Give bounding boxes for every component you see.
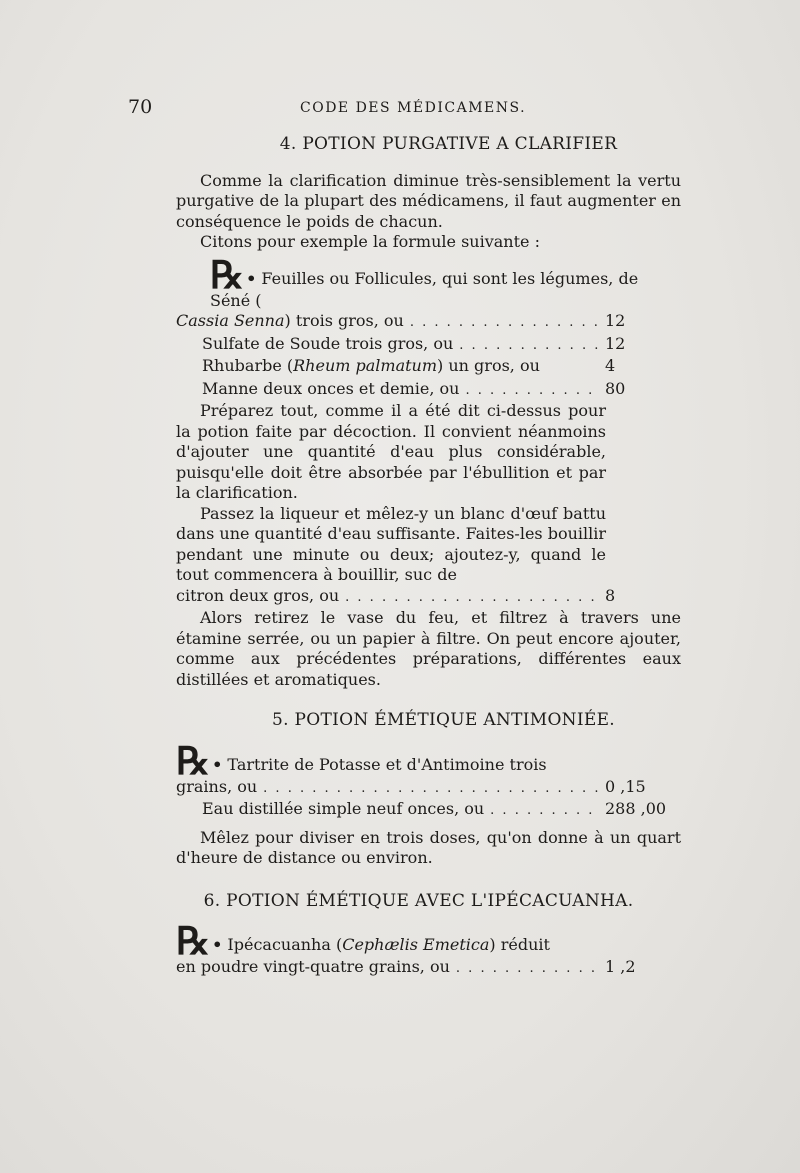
leader-dots (465, 381, 599, 402)
leader-dots (459, 336, 599, 357)
leader-dots (456, 959, 599, 980)
leader-dots (410, 313, 599, 334)
latin-name: Cephælis Emetica (342, 935, 490, 954)
ingredient-text-cont (176, 311, 404, 332)
ingredient-row (176, 799, 681, 822)
recipe-symbol-icon: ℞ (176, 740, 211, 783)
ingredient-text: Feuilles ou Follicules, qui sont les légumes, de Séné ( (210, 268, 639, 310)
ingredient-text: Eau distillée simple neuf onces, ou (202, 799, 485, 818)
ingredient-text: en poudre vingt-quatre grains, ou (176, 957, 450, 976)
ingredient-quantity: 12 (605, 333, 626, 353)
section-4-instructions (176, 401, 606, 586)
page-content (176, 134, 681, 980)
section-4-intro-2: Citons pour exemple la formule suivante : (200, 232, 540, 251)
rx-dot: • (212, 754, 223, 774)
ingredient-quantity: 4 (605, 356, 616, 375)
section-5-title: 5. POTION ÉMÉTIQUE ANTIMONIÉE. (272, 710, 615, 730)
leader-dots (263, 779, 599, 800)
ingredient-text: ) un gros, ou (437, 356, 540, 375)
rx-dot: • (246, 268, 257, 288)
section-4-intro: Comme la clarification diminue très-sensiblement la vertu purgative de la plupart des médicamens, il faut augmenter en conséquence le poids de chacun. (176, 170, 681, 231)
rx-dot: • (212, 935, 223, 954)
ingredient-quantity: 8 (605, 585, 616, 605)
ingredient-quantity: 288 ,00 (605, 799, 667, 818)
ingredient-text: Manne deux onces et demie, ou (202, 378, 460, 398)
ingredient-text: Rhubarbe ( (202, 356, 294, 375)
instruction-paragraph: Passez la liqueur et mêlez-y un blanc d'œuf battu dans une quantité d'eau suffisante. Faites-les bouillir pendant une minute ou deux; ajoutez-y, quand le tout commencera à bouillir, suc de (176, 503, 606, 584)
ingredient-quantity: 0 ,15 (605, 776, 646, 796)
section-4-formula (176, 254, 681, 402)
running-title: CODE DES MÉDICAMENS. (300, 100, 527, 116)
ingredient-text: grains, ou (176, 776, 258, 796)
page-header (128, 96, 688, 122)
section-6-formula (176, 921, 681, 980)
ingredient-row (176, 921, 681, 963)
ingredient-text: ) réduit (489, 935, 550, 954)
ingredient-text: Ipécacuanha ( (227, 935, 343, 954)
instruction-paragraph: Préparez tout, comme il a été dit ci-dessus pour la potion faite par décoction. Il convient néanmoins d'ajouter une quantité d'eau plus considérable, puisqu'elle doit être absorbée par l'ébullition et par la clarification. (176, 401, 606, 502)
ingredient-quantity: 1 ,2 (605, 957, 636, 976)
ingredient-row (176, 586, 681, 609)
ingredient-row (176, 311, 681, 334)
ingredient-text: ) trois gros, ou (284, 311, 404, 330)
ingredient-text: Sulfate de Soude trois gros, ou (202, 333, 454, 353)
leader-dots (490, 801, 599, 822)
ingredient-text: Tartrite de Potasse et d'Antimoine trois (227, 754, 547, 774)
section-5-formula (176, 740, 681, 869)
ingredient-text: citron deux gros, ou (176, 585, 340, 605)
section-6-title: 6. POTION ÉMÉTIQUE AVEC L'IPÉCACUANHA. (203, 890, 634, 911)
latin-name: Cassia Senna (176, 311, 285, 330)
ingredient-row (176, 356, 681, 379)
ingredient-quantity: 80 (605, 378, 626, 398)
ingredient-text-cont (202, 356, 540, 377)
ingredient-row (176, 334, 681, 357)
latin-name: Rheum palmatum (293, 356, 438, 375)
ingredient-row (184, 254, 681, 312)
instruction-paragraph: Mêlez pour diviser en trois doses, qu'on donne à un quart d'heure de distance ou environ. (176, 827, 681, 867)
recipe-symbol-icon: ℞ (176, 921, 211, 963)
ingredient-row (176, 957, 681, 980)
ingredient-row (176, 777, 681, 800)
instruction-paragraph: Alors retirez le vase du feu, et filtrez à travers une étamine serrée, ou un papier à filtre. On peut encore ajouter, comme aux précédentes préparations, différentes eaux distillées et aromatiques. (176, 608, 681, 689)
leader-dots (345, 588, 599, 609)
ingredient-row (176, 740, 681, 783)
ingredient-quantity: 12 (605, 311, 626, 330)
recipe-symbol-icon: ℞ (210, 254, 245, 297)
section-4-title: 4. POTION PURGATIVE A CLARIFIER (279, 134, 618, 154)
page-number: 70 (128, 96, 153, 118)
ingredient-row (176, 379, 681, 402)
